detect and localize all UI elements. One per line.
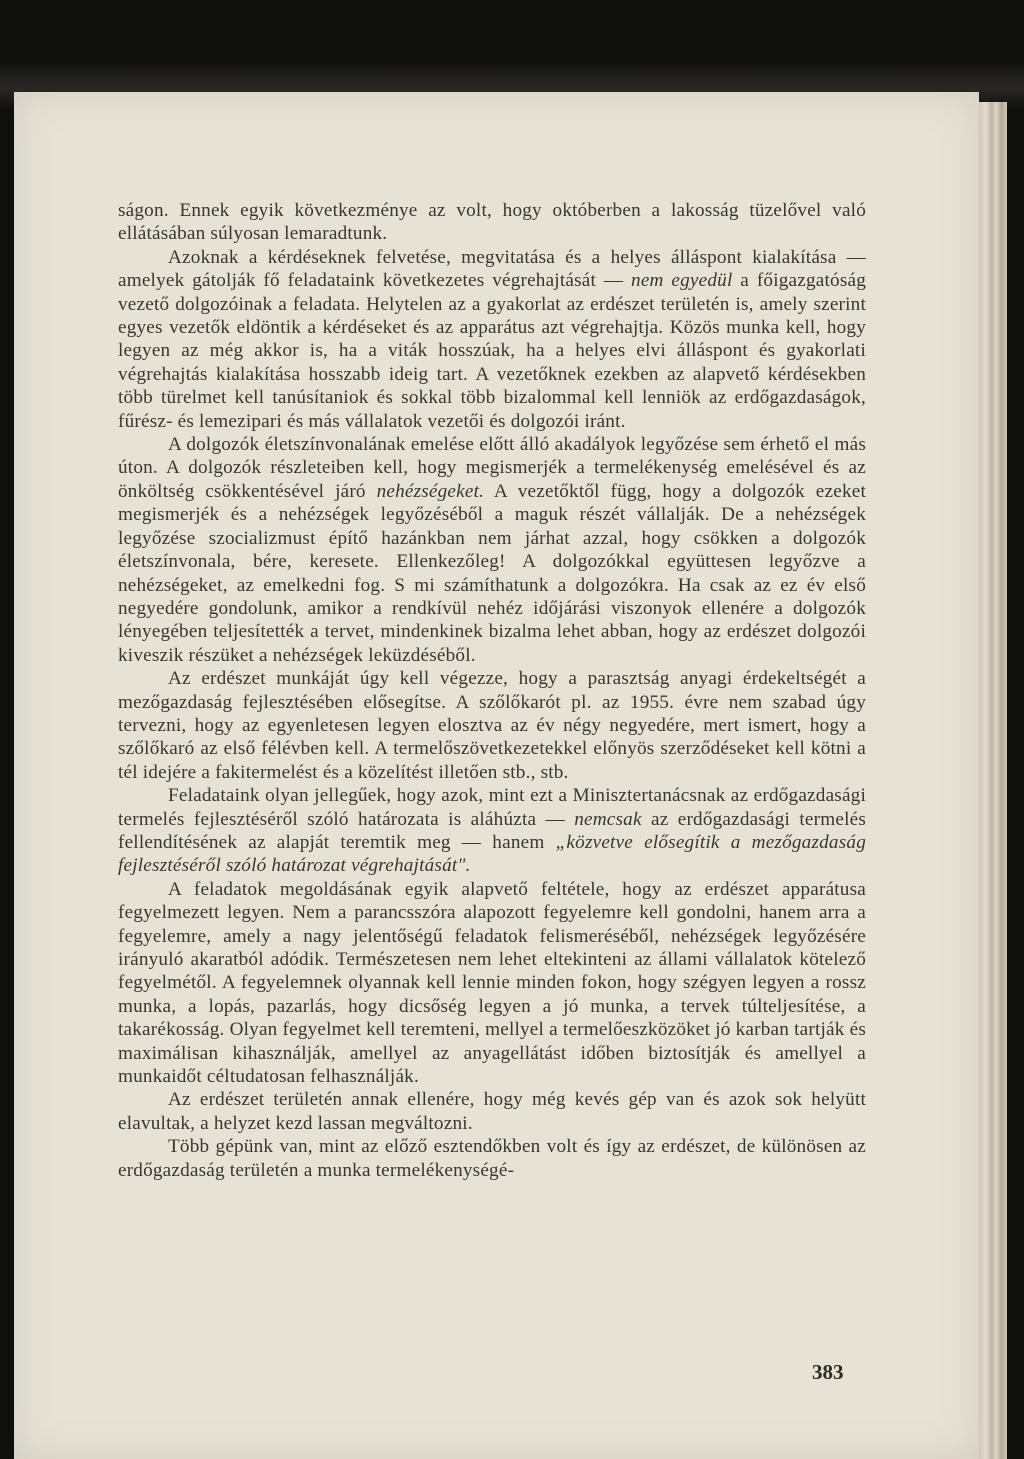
text-run: ságon. Ennek egyik következménye az volt, hogy októberben a lakosság tüzelővel való ellátásában súlyosan lemaradtunk. <box>118 200 866 245</box>
text-run: A feladatok megoldásának egyik alapvető feltétele, hogy az erdészet apparátusa fegyelmezett legyen. Nem a parancsszóra alapozott fegyelemre kell gondolni, hanem arra a fegyelemre, amely a nagy jelentőségű feladatok felismeréséből, nehézségek legyőzésére irányuló akaratból adódik. Természetesen nem lehet eltekinteni az állami vállalatok kötelező fegyelmétől. A fegyelemnek olyannak kell lennie minden fokon, hogy szégyen legyen a rossz munka, a lopás, pazarlás, hogy dicsőség legyen a jó munka, a tervek túlteljesítése, a takarékosság. Olyan fegyelmet kell teremteni, mellyel a termelőeszközöket jó karban tartják és maximálisan kihasználják, amellyel az anyagellátást időben biztosítják és amellyel a munkaidőt céltudatosan felhasználják. <box>118 878 866 1088</box>
text-run: Az erdészet munkáját úgy kell végezze, hogy a parasztság anyagi érdekeltségét a mezőgazdaság fejlesztésében elősegítse. A szőlőkarót pl. az 1955. évre nem szabad úgy tervezni, hogy az egyenletesen legyen elosztva az év négy negyedére, mert ismert, hogy a szőlőkaró az első félévben kell. A termelőszövetkezetekkel előnyös szerződéseket kell kötni a tél idejére a fakitermelést és a közelítést illetően stb., stb. <box>118 668 866 783</box>
paragraph <box>118 1135 866 1182</box>
paragraph <box>118 784 866 878</box>
paragraph <box>118 433 866 667</box>
text-run: az erdőgazdasági termelés fellendítésének az alapját teremtik meg — hanem <box>118 808 866 853</box>
paragraph <box>118 246 866 433</box>
page-edges <box>979 102 1007 1459</box>
paragraph <box>118 1088 866 1135</box>
emphasized-text: nem egyedül <box>631 270 733 292</box>
page-number: 383 <box>812 1360 844 1384</box>
body-text <box>118 199 866 1182</box>
text-run: Azoknak a kérdéseknek felvetése, megvitatása és a helyes álláspont kialakítása — amelyek gátolják fő feladataink következetes végrehajtását — <box>118 246 866 292</box>
text-run: Több gépünk van, mint az előző esztendőkben volt és így az erdészet, de különösen az erdőgazdaság területén a munka termelékenységé- <box>118 1136 866 1181</box>
text-run: Feladataink olyan jellegűek, hogy azok, mint ezt a Minisztertanácsnak az erdőgazdasági termelés fejlesztéséről szóló határozata is aláhúzta — <box>118 785 866 830</box>
text-run: A dolgozók életszínvonalának emelése előtt álló akadályok legyőzése sem érhető el más úton. A dolgozók részleteiben kell, hogy megismerjék a termelékenység emelésével és az önköltség csökkentésével járó <box>118 434 866 502</box>
text-run: Az erdészet területén annak ellenére, hogy még kevés gép van és azok sok helyütt elavultak, a helyzet kezd lassan megváltozni. <box>118 1089 866 1134</box>
emphasized-text: nehézségeket. <box>376 480 485 502</box>
paragraph <box>118 878 866 1089</box>
paragraph <box>118 199 866 246</box>
text-run: a főigazgatóság vezető dolgozóinak a feladata. Helytelen az a gyakorlat az erdészet területén is, amely szerint egyes vezetők eldöntik a kérdéseket és az apparátus azt végrehajtja. Közös munka kell, hogy legyen az még akkor is, ha a viták hosszúak, ha a helyes elvi álláspont és gyakorlati végrehajtás kialakítása hosszabb ideig tart. A vezetőknek ezekben az alapvető kérdésekben több türelmet kell tanúsítaniok és sokkal több bizalommal kell lenniök az erdőgazdaságok, fűrész- és lemezipari és más vállalatok vezetői és dolgozói iránt. <box>118 270 866 432</box>
emphasized-text: nemcsak <box>574 808 642 830</box>
emphasized-text: „közvetve elősegítik a mezőgazdaság fejlesztéséről szóló határozat végrehajtását". <box>118 831 866 877</box>
paragraph <box>118 667 866 784</box>
text-run: A vezetőktől függ, hogy a dolgozók ezeket megismerjék és a nehézségek legyőzéséből a maguk részét vállalják. De a nehézségek legyőzése szocializmust építő hazánkban nem járhat azzal, hogy csökken a dolgozók életszínvonala, bére, keresete. Ellenkezőleg! A dolgozókkal együttesen legyőzve a nehézségeket, az emelkedni fog. S mi számíthatunk a dolgozókra. Ha csak az ez év első negyedére gondolunk, amikor a rendkívül nehéz időjárási viszonyok ellenére a dolgozók lényegében teljesítették a tervet, mindenkinek bizalma lehet abban, hogy az erdészet dolgozói kiveszik részüket a nehézségek leküzdéséből. <box>118 480 866 666</box>
